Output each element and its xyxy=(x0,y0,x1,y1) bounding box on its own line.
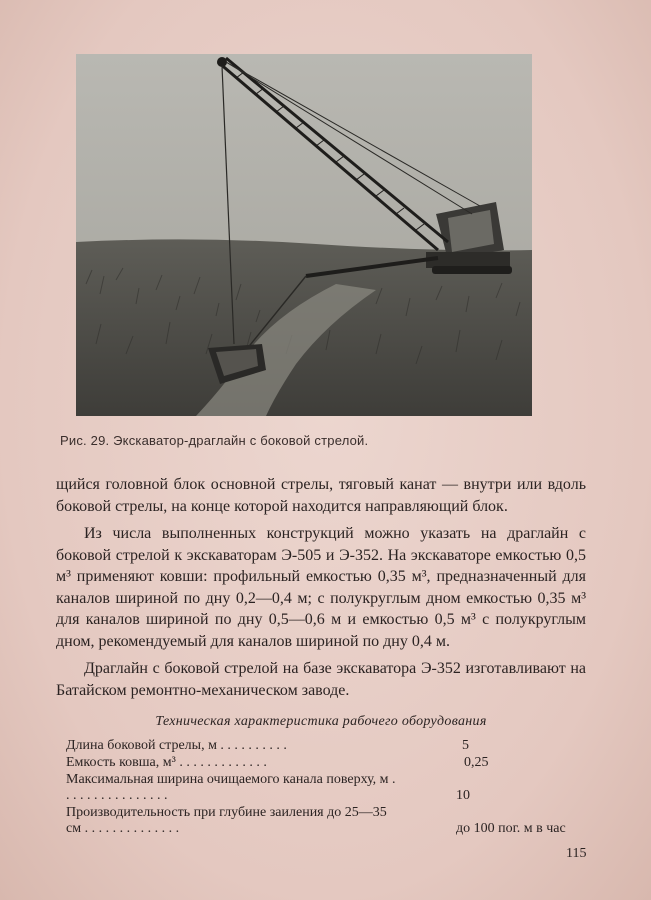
specs-table xyxy=(66,738,566,838)
spec-row xyxy=(66,738,566,754)
spec-value: 0,25 xyxy=(464,755,489,770)
excavator-photo xyxy=(76,54,532,416)
spec-name: Длина боковой стрелы, м . . . . . . . . . . xyxy=(66,738,287,753)
paragraph: Драглайн с боковой стрелой на базе экскаватора Э-352 изготавливают на Батайском ремонтно-механическом заводе. xyxy=(56,660,586,699)
paragraph: щийся головной блок основной стрелы, тяговый канат — внутри или вдоль боковой стрелы, на конце которой находится направляющий блок. xyxy=(56,476,586,515)
body-text xyxy=(56,474,586,701)
figure-caption: Рис. 29. Экскаватор-драглайн с боковой стрелой. xyxy=(60,433,369,448)
paragraph: Из числа выполненных конструкций можно указать на драглайн с боковой стрелой к экскаваторам Э-505 и Э-352. На экскаваторе емкостью 0,5 м³ применяют ковши: профильный емкостью 0,35 м³, предназначенный для каналов шириной по дну 0,2—0,4 м; с полукруглым дном емкостью 0,35 м³ для каналов шириной по дну 0,5—0,6 м и емкостью 0,5 м³ с полукруглым дном, рекомендуемый для каналов шириной по дну 0,4 м. xyxy=(56,525,586,650)
spec-row xyxy=(66,805,566,837)
spec-row xyxy=(66,755,566,771)
spec-value: 10 xyxy=(456,788,470,803)
spec-value: 5 xyxy=(462,738,469,753)
spec-name: Емкость ковша, м³ . . . . . . . . . . . . . xyxy=(66,755,267,770)
specs-title: Техническая характеристика рабочего оборудования xyxy=(155,714,487,729)
spec-value: до 100 пог. м в час xyxy=(456,821,566,836)
dragline-illustration xyxy=(76,54,532,416)
spec-row xyxy=(66,772,566,804)
page-number: 115 xyxy=(566,846,587,861)
spec-name: Максимальная ширина очищаемого канала поверху, м . . . . . . . . . . . . . . . . xyxy=(66,772,396,803)
spec-name: Производительность при глубине заиления до 25—35 см . . . . . . . . . . . . . . xyxy=(66,805,387,836)
